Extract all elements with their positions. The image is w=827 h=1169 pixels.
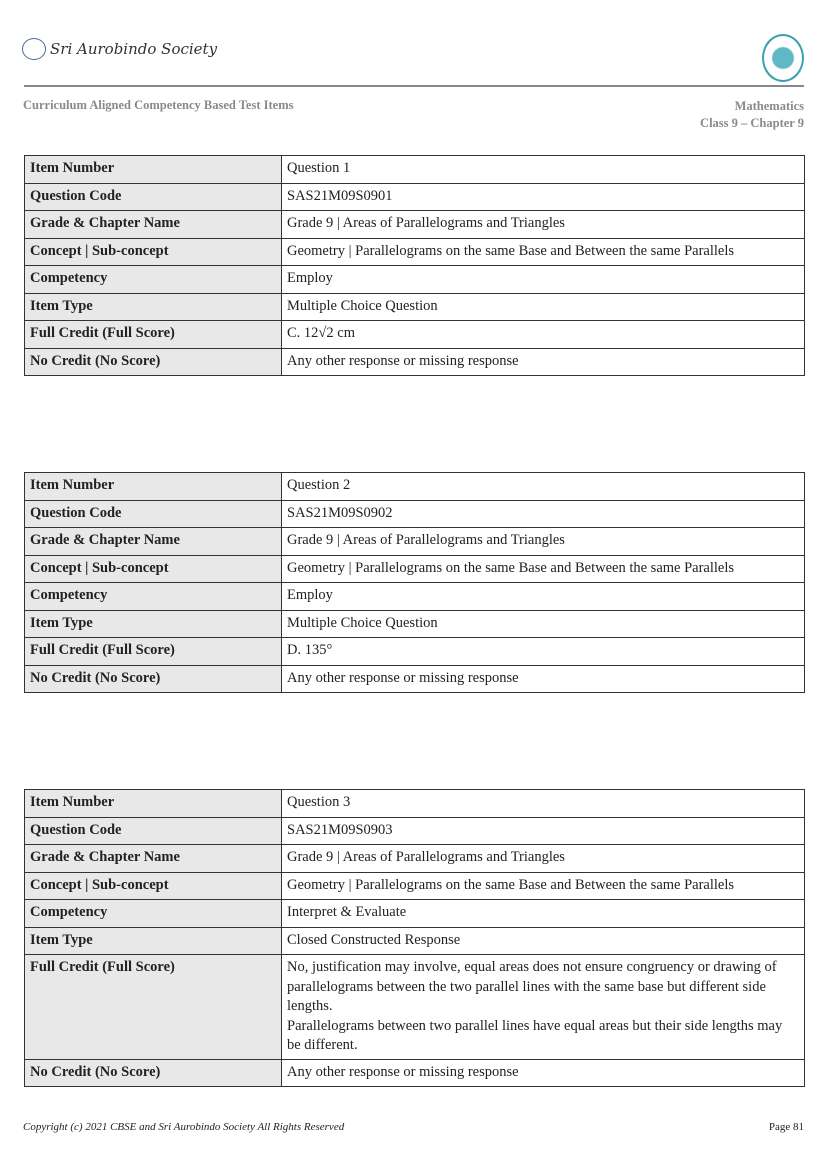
header-divider xyxy=(24,85,804,87)
table-row xyxy=(25,790,805,818)
copyright: Copyright (c) 2021 CBSE and Sri Aurobindo Society All Rights Reserved xyxy=(23,1121,345,1133)
field-value: D. 135° xyxy=(282,638,805,666)
field-value: Question 1 xyxy=(282,156,805,184)
field-label: Item Number xyxy=(25,156,282,184)
field-value: Geometry | Parallelograms on the same Base and Between the same Parallels xyxy=(282,238,805,266)
table-row xyxy=(25,927,805,955)
field-value: Any other response or missing response xyxy=(282,1059,805,1087)
table-row xyxy=(25,266,805,294)
table-row xyxy=(25,293,805,321)
field-value: Any other response or missing response xyxy=(282,665,805,693)
table-row xyxy=(25,238,805,266)
field-label: Full Credit (Full Score) xyxy=(25,955,282,1060)
field-value: SAS21M09S0902 xyxy=(282,500,805,528)
field-value: No, justification may involve, equal areas does not ensure congruency or drawing of parallelograms between the two parallel lines with the same base but different side lengths. Parallelograms between two parallel lines have equal areas but their side lengths may be different. xyxy=(282,955,805,1060)
field-value: Question 2 xyxy=(282,473,805,501)
cbse-logo xyxy=(762,34,804,82)
table-row xyxy=(25,528,805,556)
item-table-2 xyxy=(24,472,805,693)
field-label: Question Code xyxy=(25,183,282,211)
table-row xyxy=(25,500,805,528)
field-label: Item Number xyxy=(25,473,282,501)
header-subject xyxy=(700,98,804,132)
table-row xyxy=(25,156,805,184)
item-table-3 xyxy=(24,789,805,1087)
field-value: Grade 9 | Areas of Parallelograms and Triangles xyxy=(282,211,805,239)
table-row xyxy=(25,817,805,845)
field-value: Employ xyxy=(282,266,805,294)
table-row xyxy=(25,555,805,583)
table-row xyxy=(25,1059,805,1087)
field-label: No Credit (No Score) xyxy=(25,665,282,693)
field-label: Item Type xyxy=(25,293,282,321)
field-value: Grade 9 | Areas of Parallelograms and Triangles xyxy=(282,528,805,556)
sri-aurobindo-society-logo xyxy=(22,38,217,60)
field-value: Interpret & Evaluate xyxy=(282,900,805,928)
field-label: Concept | Sub-concept xyxy=(25,555,282,583)
field-value: Multiple Choice Question xyxy=(282,293,805,321)
field-label: Concept | Sub-concept xyxy=(25,872,282,900)
table-row xyxy=(25,211,805,239)
class-chapter: Class 9 – Chapter 9 xyxy=(700,116,804,130)
field-value: Any other response or missing response xyxy=(282,348,805,376)
field-value: Geometry | Parallelograms on the same Base and Between the same Parallels xyxy=(282,872,805,900)
field-label: Concept | Sub-concept xyxy=(25,238,282,266)
subject: Mathematics xyxy=(734,99,804,113)
table-row xyxy=(25,872,805,900)
table-row xyxy=(25,900,805,928)
table-row xyxy=(25,665,805,693)
logo-text: Sri Aurobindo Society xyxy=(50,40,218,58)
table-row xyxy=(25,583,805,611)
field-label: Competency xyxy=(25,583,282,611)
field-label: Full Credit (Full Score) xyxy=(25,321,282,349)
field-label: Grade & Chapter Name xyxy=(25,211,282,239)
field-label: No Credit (No Score) xyxy=(25,1059,282,1087)
table-row xyxy=(25,473,805,501)
field-value: Closed Constructed Response xyxy=(282,927,805,955)
table-row xyxy=(25,321,805,349)
field-label: No Credit (No Score) xyxy=(25,348,282,376)
field-label: Grade & Chapter Name xyxy=(25,528,282,556)
field-value: Question 3 xyxy=(282,790,805,818)
table-row xyxy=(25,348,805,376)
field-label: Grade & Chapter Name xyxy=(25,845,282,873)
field-value: Grade 9 | Areas of Parallelograms and Triangles xyxy=(282,845,805,873)
field-label: Question Code xyxy=(25,500,282,528)
field-value: Multiple Choice Question xyxy=(282,610,805,638)
field-label: Item Type xyxy=(25,610,282,638)
field-value: Geometry | Parallelograms on the same Base and Between the same Parallels xyxy=(282,555,805,583)
field-label: Item Type xyxy=(25,927,282,955)
field-value: Employ xyxy=(282,583,805,611)
table-row xyxy=(25,638,805,666)
society-emblem-icon xyxy=(22,38,46,60)
field-label: Competency xyxy=(25,266,282,294)
field-label: Item Number xyxy=(25,790,282,818)
table-row xyxy=(25,183,805,211)
item-table-1 xyxy=(24,155,805,376)
table-row xyxy=(25,955,805,1060)
table-row xyxy=(25,610,805,638)
table-row xyxy=(25,845,805,873)
field-label: Question Code xyxy=(25,817,282,845)
header-title: Curriculum Aligned Competency Based Test Items xyxy=(23,98,294,112)
page-number: Page 81 xyxy=(768,1121,804,1133)
field-label: Competency xyxy=(25,900,282,928)
field-label: Full Credit (Full Score) xyxy=(25,638,282,666)
field-value: C. 12√2 cm xyxy=(282,321,805,349)
field-value: SAS21M09S0901 xyxy=(282,183,805,211)
field-value: SAS21M09S0903 xyxy=(282,817,805,845)
